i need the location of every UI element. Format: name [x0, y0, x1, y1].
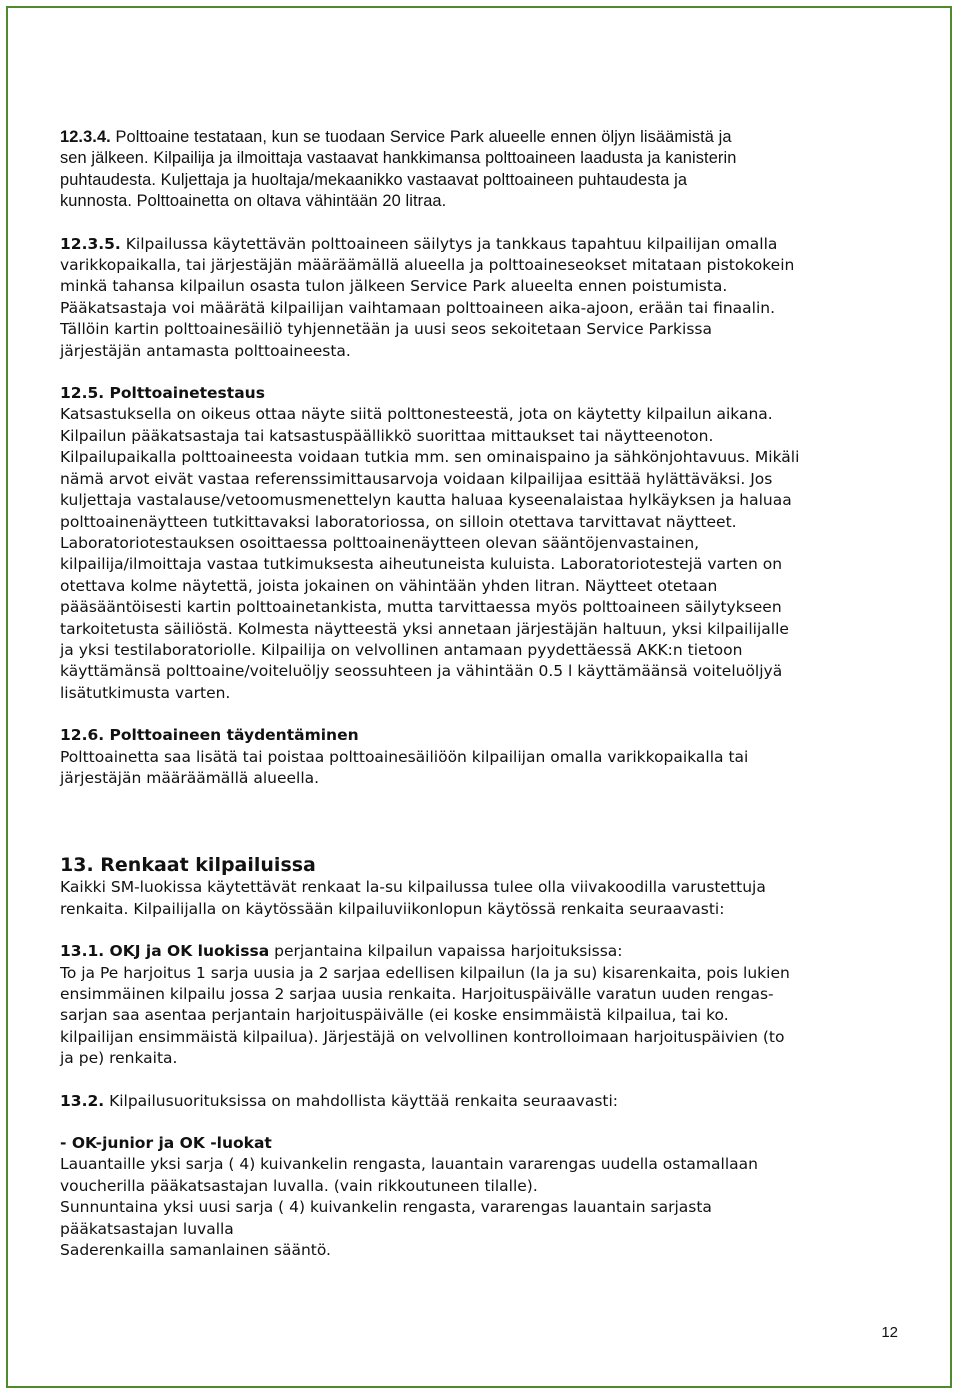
paragraph-line: sarjan saa asentaa perjantain harjoituspäivälle (ei koske ensimmäistä kilpailua, tai ko.: [60, 1006, 729, 1025]
section-number: 12.3.4.: [60, 128, 111, 146]
section-13: [60, 853, 900, 920]
section-number: 12.3.5.: [60, 234, 121, 253]
paragraph-line: voucherilla pääkatsastajan luvalla. (vain rikkoutuneen tilalle).: [60, 1176, 538, 1195]
paragraph-line: lisätutkimusta varten.: [60, 683, 231, 702]
paragraph-line: Tällöin kartin polttoainesäiliö tyhjennetään ja uusi seos sekoitetaan Service Parkissa: [60, 320, 712, 339]
paragraph-line: 12.3.5. Kilpailussa käytettävän polttoaineen säilytys ja tankkaus tapahtuu kilpailijan omalla: [60, 234, 778, 253]
section-13-1: [60, 941, 900, 1069]
paragraph-line: sen jälkeen. Kilpailija ja ilmoittaja vastaavat hankkimansa polttoaineen laadusta ja kanisterin: [60, 149, 737, 168]
paragraph-line: ensimmäinen kilpailu jossa 2 sarjaa uusia renkaita. Harjoituspäivälle varatun uuden rengas-: [60, 985, 774, 1003]
paragraph-line: ja pe) renkaita.: [60, 1049, 178, 1068]
paragraph-line: Lauantaille yksi sarja ( 4) kuivankelin rengasta, lauantain vararengas uudella ostamallaan: [60, 1155, 758, 1174]
paragraph-line: kilpailija/ilmoittaja vastaa tutkimuksesta aiheutuneista kuluista. Laboratoriotestejä varten on: [60, 555, 783, 574]
section-heading: 13.2. Kilpailusuorituksissa on mahdollista käyttää renkaita seuraavasti:: [60, 1091, 619, 1110]
paragraph-line: polttoainenäytteen tutkittavaksi laboratoriossa, on silloin otettava tarvittavat näytteet.: [60, 512, 737, 531]
page-number: 12: [881, 1324, 898, 1341]
section-12-6: [60, 725, 900, 789]
paragraph-line: 12.3.4. Polttoaine testataan, kun se tuodaan Service Park alueelle ennen öljyn lisäämistä ja: [60, 128, 732, 146]
paragraph-line: puhtaudesta. Kuljettaja ja huoltaja/mekaanikko vastaavat polttoaineen puhtaudesta ja: [60, 170, 688, 189]
paragraph-line: Kilpailun pääkatsastaja tai katsastuspäällikkö suorittaa mittaukset tai näytteenoton.: [60, 426, 714, 445]
section-ok-classes: [60, 1133, 900, 1261]
paragraph-line: järjestäjän määräämällä alueella.: [60, 768, 320, 787]
paragraph-line: Laboratoriotestauksen osoittaessa polttoainenäytteen olevan sääntöjenvastainen,: [60, 533, 700, 552]
subsection-heading: - OK-junior ja OK -luokat: [60, 1134, 272, 1153]
paragraph-line: Saderenkailla samanlainen sääntö.: [60, 1241, 331, 1260]
paragraph-line: Polttoainetta saa lisätä tai poistaa polttoainesäiliöön kilpailijan omalla varikkopaikalla tai: [60, 747, 749, 766]
document-body: [60, 127, 900, 1261]
paragraph-line: järjestäjän antamasta polttoaineesta.: [60, 341, 351, 360]
section-13-2: [60, 1091, 900, 1112]
paragraph-line: nämä arvot eivät vastaa referenssimittausarvoja voidaan kilpailijaa esittää hylättäväksi. Jos: [60, 469, 773, 488]
paragraph-line: tarkoitetusta säiliöstä. Kolmesta näytteestä yksi annetaan järjestäjän haltuun, yksi kilpailijalle: [60, 619, 789, 638]
paragraph-line: pääsääntöisesti kartin polttoainetankista, mutta tarvittaessa myös polttoaineen säilytykseen: [60, 598, 782, 617]
paragraph-line: ja yksi testilaboratoriolle. Kilpailija on velvollinen antamaan pyydettäessä AKK:n tietoon: [60, 640, 743, 659]
chapter-heading: 13. Renkaat kilpailuissa: [60, 854, 316, 877]
section-heading: 12.5. Polttoainetestaus: [60, 384, 265, 403]
paragraph-line: varikkopaikalla, tai järjestäjän määräämällä alueella ja polttoaineseokset mitataan pistokokein: [60, 256, 795, 275]
paragraph-line: pääkatsastajan luvalla: [60, 1219, 234, 1238]
paragraph-line: otettava kolme näytettä, joista jokainen on vähintään yhden litran. Näytteet otetaan: [60, 576, 718, 595]
paragraph-line: minkä tahansa kilpailun osasta tulon jälkeen Service Park alueelta ennen poistumista.: [60, 277, 728, 296]
paragraph-line: To ja Pe harjoitus 1 sarja uusia ja 2 sarjaa edellisen kilpailun (la ja su) kisarenkaita, pois lukien: [60, 963, 790, 982]
paragraph-line: kuljettaja vastalause/vetoomusmenettelyn kautta haluaa kyseenalaistaa hylkäyksen ja haluaa: [60, 491, 792, 510]
section-heading: 12.6. Polttoaineen täydentäminen: [60, 726, 359, 745]
paragraph-line: Katsastuksella on oikeus ottaa näyte siitä polttonesteestä, jota on käytetty kilpailun aikana.: [60, 405, 773, 424]
paragraph-line: kunnosta. Polttoainetta on oltava vähintään 20 litraa.: [60, 192, 447, 211]
section-12-3-4: [60, 127, 900, 213]
paragraph-line: käyttämänsä polttoaine/voiteluöljy seossuhteen ja vähintään 0.5 l käyttämäänsä voiteluöljyä: [60, 662, 783, 681]
paragraph-line: renkaita. Kilpailijalla on käytössään kilpailuviikonlopun käytössä renkaita seuraavasti:: [60, 899, 725, 918]
section-12-3-5: [60, 234, 900, 362]
section-12-5: [60, 383, 900, 704]
paragraph-line: Sunnuntaina yksi uusi sarja ( 4) kuivankelin rengasta, vararengas lauantain sarjasta: [60, 1198, 712, 1217]
paragraph-line: Pääkatsastaja voi määrätä kilpailijan vaihtamaan polttoaineen aika-ajoon, erään tai finaalin.: [60, 298, 776, 317]
paragraph-line: kilpailijan ensimmäistä kilpailua). Järjestäjä on velvollinen kontrolloimaan harjoituspäivien (to: [60, 1027, 785, 1046]
paragraph-line: Kaikki SM-luokissa käytettävät renkaat la-su kilpailussa tulee olla viivakoodilla varustettuja: [60, 878, 766, 897]
paragraph-line: Kilpailupaikalla polttoaineesta voidaan tutkia mm. sen ominaispaino ja sähkönjohtavuus. Mikäli: [60, 448, 800, 467]
section-heading: 13.1. OKJ ja OK luokissa perjantaina kilpailun vapaissa harjoituksissa:: [60, 942, 623, 961]
